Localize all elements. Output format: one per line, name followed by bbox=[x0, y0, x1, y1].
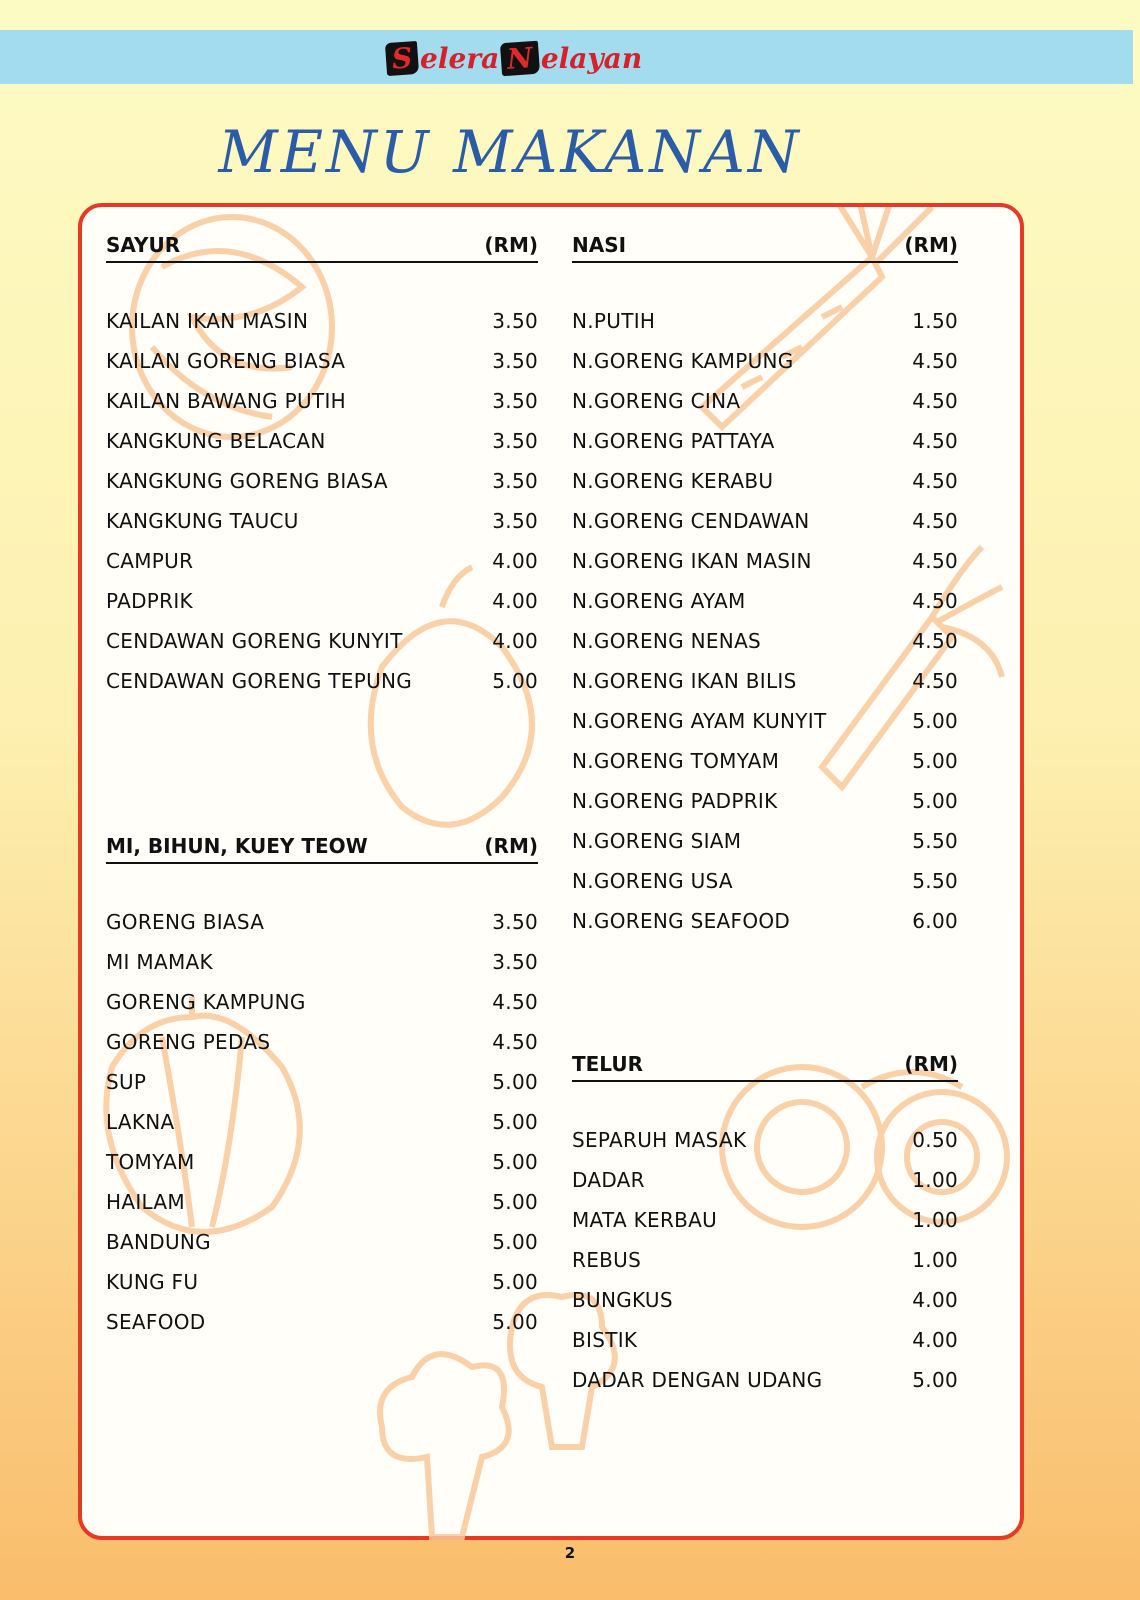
menu-item bbox=[572, 661, 958, 701]
menu-item bbox=[106, 661, 538, 701]
brand-logo bbox=[372, 36, 654, 80]
menu-item-price: 4.00 bbox=[492, 629, 538, 653]
menu-item-name: KAILAN BAWANG PUTIH bbox=[106, 389, 346, 413]
menu-list bbox=[572, 1120, 958, 1400]
menu-item-name: DADAR bbox=[572, 1168, 645, 1192]
menu-item-price: 5.00 bbox=[492, 1270, 538, 1294]
menu-item bbox=[572, 701, 958, 741]
menu-item-price: 5.00 bbox=[492, 1070, 538, 1094]
logo-letter-s: S bbox=[385, 40, 419, 75]
menu-item-name: TOMYAM bbox=[106, 1150, 195, 1174]
menu-item-name: N.GORENG IKAN MASIN bbox=[572, 549, 812, 573]
menu-item bbox=[572, 861, 958, 901]
menu-item-price: 3.50 bbox=[492, 389, 538, 413]
header-banner bbox=[0, 30, 1133, 84]
menu-item-name: N.GORENG NENAS bbox=[572, 629, 762, 653]
menu-item-name: MI MAMAK bbox=[106, 950, 213, 974]
menu-item-price: 5.00 bbox=[492, 1190, 538, 1214]
section-unit: (RM) bbox=[904, 1052, 958, 1076]
section-title: TELUR bbox=[572, 1052, 643, 1076]
menu-item bbox=[572, 1360, 958, 1400]
menu-item-name: N.GORENG CENDAWAN bbox=[572, 509, 810, 533]
menu-item-name: N.GORENG AYAM bbox=[572, 589, 746, 613]
menu-item bbox=[106, 982, 538, 1022]
menu-item-name: KANGKUNG GORENG BIASA bbox=[106, 469, 388, 493]
menu-item-price: 5.00 bbox=[492, 669, 538, 693]
menu-item bbox=[106, 381, 538, 421]
menu-item bbox=[106, 621, 538, 661]
menu-item-name: N.GORENG TOMYAM bbox=[572, 749, 780, 773]
section-mi-bihun-kuey-teow bbox=[106, 834, 538, 1342]
menu-item-price: 5.00 bbox=[912, 1368, 958, 1392]
menu-item-name: CENDAWAN GORENG KUNYIT bbox=[106, 629, 403, 653]
menu-item bbox=[106, 301, 538, 341]
logo-letter-n: N bbox=[500, 40, 540, 76]
menu-item-price: 1.50 bbox=[912, 309, 958, 333]
menu-item-price: 4.00 bbox=[912, 1288, 958, 1312]
menu-list bbox=[572, 301, 958, 941]
menu-item-name: N.GORENG PADPRIK bbox=[572, 789, 778, 813]
menu-item-name: GORENG BIASA bbox=[106, 910, 265, 934]
menu-item-name: N.GORENG SEAFOOD bbox=[572, 909, 791, 933]
menu-item-price: 3.50 bbox=[492, 429, 538, 453]
logo-word-elera: elera bbox=[420, 41, 500, 75]
menu-item-name: N.GORENG KAMPUNG bbox=[572, 349, 794, 373]
menu-item-name: SEAFOOD bbox=[106, 1310, 206, 1334]
menu-item-name: N.GORENG PATTAYA bbox=[572, 429, 775, 453]
menu-item-price: 3.50 bbox=[492, 950, 538, 974]
section-header bbox=[106, 834, 538, 864]
menu-item bbox=[572, 821, 958, 861]
menu-item-price: 4.50 bbox=[912, 509, 958, 533]
menu-item-name: KAILAN IKAN MASIN bbox=[106, 309, 309, 333]
section-unit: (RM) bbox=[484, 233, 538, 257]
section-unit: (RM) bbox=[484, 834, 538, 858]
menu-list bbox=[106, 902, 538, 1342]
menu-item bbox=[572, 781, 958, 821]
menu-item bbox=[572, 1160, 958, 1200]
menu-item-name: PADPRIK bbox=[106, 589, 193, 613]
menu-item-price: 1.00 bbox=[912, 1168, 958, 1192]
section-header bbox=[572, 233, 958, 263]
menu-item-name: CENDAWAN GORENG TEPUNG bbox=[106, 669, 413, 693]
menu-item bbox=[572, 741, 958, 781]
menu-item bbox=[572, 461, 958, 501]
section-header bbox=[572, 1052, 958, 1082]
menu-item bbox=[106, 1102, 538, 1142]
menu-item-price: 5.00 bbox=[912, 749, 958, 773]
section-header bbox=[106, 233, 538, 263]
menu-item-price: 4.50 bbox=[912, 669, 958, 693]
menu-item-price: 5.00 bbox=[492, 1150, 538, 1174]
menu-item-price: 3.50 bbox=[492, 349, 538, 373]
menu-item-price: 3.50 bbox=[492, 469, 538, 493]
menu-item-name: DADAR DENGAN UDANG bbox=[572, 1368, 823, 1392]
menu-item bbox=[106, 942, 538, 982]
menu-item-price: 4.00 bbox=[492, 549, 538, 573]
menu-item-price: 4.00 bbox=[912, 1328, 958, 1352]
section-unit: (RM) bbox=[904, 233, 958, 257]
menu-item-name: KANGKUNG TAUCU bbox=[106, 509, 299, 533]
menu-item bbox=[572, 1120, 958, 1160]
menu-item-name: N.GORENG SIAM bbox=[572, 829, 742, 853]
menu-item-name: BISTIK bbox=[572, 1328, 638, 1352]
menu-item bbox=[106, 501, 538, 541]
menu-item-price: 4.50 bbox=[912, 549, 958, 573]
menu-item-price: 1.00 bbox=[912, 1248, 958, 1272]
menu-item-name: GORENG PEDAS bbox=[106, 1030, 271, 1054]
menu-item-name: MATA KERBAU bbox=[572, 1208, 718, 1232]
menu-item-price: 3.50 bbox=[492, 309, 538, 333]
menu-item-price: 4.00 bbox=[492, 589, 538, 613]
menu-item-price: 5.00 bbox=[912, 709, 958, 733]
menu-item bbox=[106, 1062, 538, 1102]
menu-item-price: 6.00 bbox=[912, 909, 958, 933]
menu-item-price: 4.50 bbox=[912, 469, 958, 493]
menu-item bbox=[106, 1142, 538, 1182]
menu-item bbox=[572, 501, 958, 541]
menu-item bbox=[106, 1262, 538, 1302]
menu-item bbox=[106, 421, 538, 461]
menu-item bbox=[106, 341, 538, 381]
section-telur bbox=[572, 1052, 958, 1400]
menu-item-price: 5.50 bbox=[912, 869, 958, 893]
menu-item-name: SUP bbox=[106, 1070, 147, 1094]
menu-item-price: 5.50 bbox=[912, 829, 958, 853]
menu-item bbox=[572, 1240, 958, 1280]
menu-item-name: N.GORENG CINA bbox=[572, 389, 741, 413]
section-title: MI, BIHUN, KUEY TEOW bbox=[106, 834, 368, 858]
menu-item bbox=[572, 341, 958, 381]
menu-item-price: 5.00 bbox=[492, 1230, 538, 1254]
menu-item bbox=[106, 1302, 538, 1342]
menu-item-name: LAKNA bbox=[106, 1110, 175, 1134]
menu-item-price: 4.50 bbox=[912, 349, 958, 373]
menu-item-price: 4.50 bbox=[912, 629, 958, 653]
menu-item-name: BUNGKUS bbox=[572, 1288, 673, 1312]
menu-item-price: 3.50 bbox=[492, 910, 538, 934]
section-sayur bbox=[106, 233, 538, 701]
menu-item bbox=[572, 421, 958, 461]
menu-item-price: 1.00 bbox=[912, 1208, 958, 1232]
section-title: NASI bbox=[572, 233, 627, 257]
menu-item-name: N.GORENG KERABU bbox=[572, 469, 774, 493]
menu-item bbox=[572, 901, 958, 941]
menu-item-name: CAMPUR bbox=[106, 549, 194, 573]
menu-item bbox=[106, 902, 538, 942]
menu-item-price: 4.50 bbox=[912, 429, 958, 453]
menu-item-price: 3.50 bbox=[492, 509, 538, 533]
menu-item bbox=[106, 581, 538, 621]
menu-item-name: N.GORENG AYAM KUNYIT bbox=[572, 709, 827, 733]
menu-item-name: REBUS bbox=[572, 1248, 642, 1272]
menu-item-price: 4.50 bbox=[492, 1030, 538, 1054]
menu-item bbox=[572, 1320, 958, 1360]
menu-item-price: 5.00 bbox=[492, 1110, 538, 1134]
menu-item-price: 5.00 bbox=[912, 789, 958, 813]
menu-item bbox=[572, 581, 958, 621]
menu-item-name: BANDUNG bbox=[106, 1230, 211, 1254]
menu-item-price: 4.50 bbox=[912, 389, 958, 413]
page-number: 2 bbox=[564, 1544, 576, 1562]
menu-item-name: N.GORENG IKAN BILIS bbox=[572, 669, 797, 693]
menu-item bbox=[106, 1182, 538, 1222]
menu-list bbox=[106, 301, 538, 701]
menu-item bbox=[572, 1280, 958, 1320]
menu-item-name: GORENG KAMPUNG bbox=[106, 990, 306, 1014]
menu-item bbox=[106, 461, 538, 501]
menu-item-name: KUNG FU bbox=[106, 1270, 199, 1294]
menu-item bbox=[572, 381, 958, 421]
menu-item-name: N.PUTIH bbox=[572, 309, 656, 333]
menu-item-name: KANGKUNG BELACAN bbox=[106, 429, 326, 453]
menu-item bbox=[106, 1022, 538, 1062]
menu-item bbox=[106, 1222, 538, 1262]
menu-item bbox=[572, 541, 958, 581]
menu-item bbox=[106, 541, 538, 581]
menu-item-name: SEPARUH MASAK bbox=[572, 1128, 747, 1152]
menu-item-price: 5.00 bbox=[492, 1310, 538, 1334]
menu-item-price: 4.50 bbox=[492, 990, 538, 1014]
menu-item-price: 0.50 bbox=[912, 1128, 958, 1152]
menu-item-price: 4.50 bbox=[912, 589, 958, 613]
section-nasi bbox=[572, 233, 958, 941]
menu-item-name: N.GORENG USA bbox=[572, 869, 733, 893]
menu-item bbox=[572, 301, 958, 341]
logo-word-elayan: elayan bbox=[540, 41, 643, 75]
menu-item bbox=[572, 1200, 958, 1240]
page-title: MENU MAKANAN bbox=[218, 118, 802, 186]
section-title: SAYUR bbox=[106, 233, 181, 257]
menu-card bbox=[78, 203, 1024, 1540]
menu-item-name: HAILAM bbox=[106, 1190, 185, 1214]
menu-item-name: KAILAN GORENG BIASA bbox=[106, 349, 346, 373]
menu-item bbox=[572, 621, 958, 661]
